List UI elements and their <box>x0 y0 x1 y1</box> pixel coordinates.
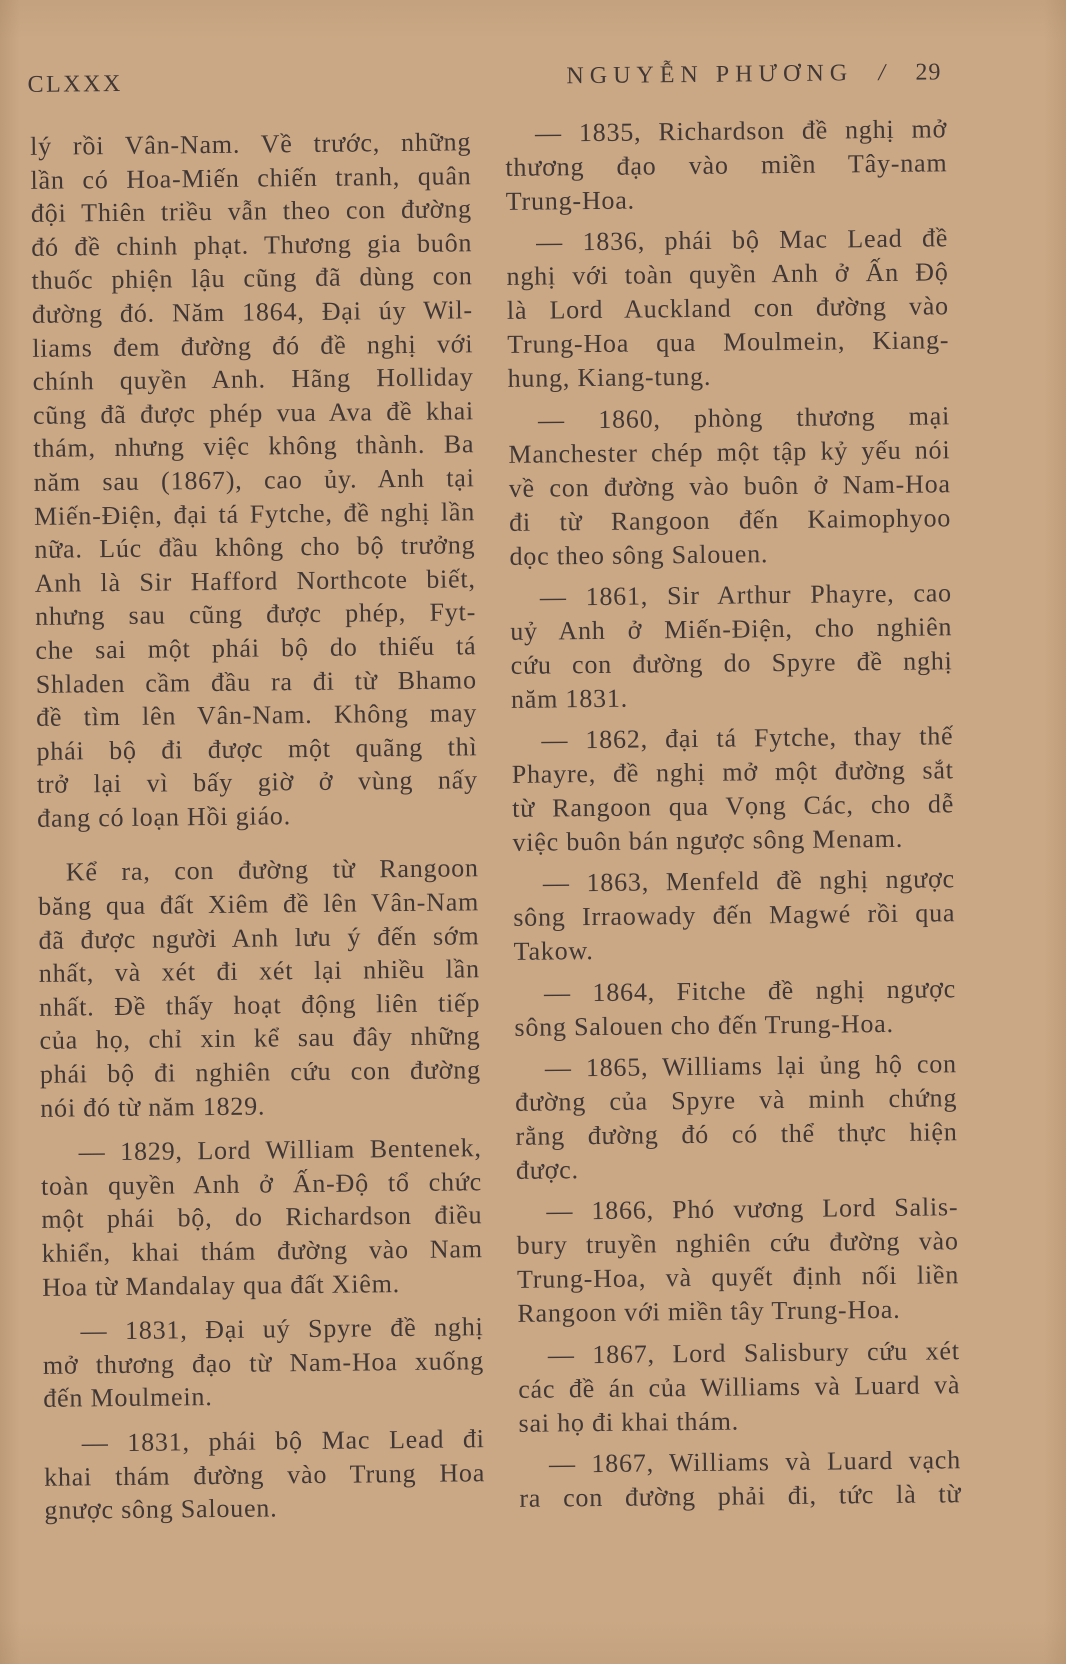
text-line: — 1865, Williams lại ủng hộ con <box>544 1049 957 1083</box>
text-line: Rangoon với miền tây Trung-Hoa. <box>517 1295 901 1329</box>
text-line: nhưng sau cũng được phép, Fyt- <box>34 597 477 632</box>
text-line: Anh là Sir Hafford Northcote biết, <box>34 563 476 598</box>
text-line: — 1835, Richardson đề nghị mở <box>534 114 948 148</box>
text-line: Takow. <box>513 936 594 967</box>
paragraph <box>513 863 956 970</box>
paragraph <box>514 972 957 1045</box>
text-line: việc buôn bán ngược sông Menam. <box>512 823 904 858</box>
paragraph <box>42 1310 484 1415</box>
text-line: lý rồi Vân-Nam. Về trước, những <box>30 127 472 161</box>
paragraph <box>518 1334 961 1441</box>
text-line: chính quyền Anh. Hãng Holliday <box>32 362 474 397</box>
text-line: — 1867, Williams và Luard vạch <box>548 1445 962 1479</box>
text-line: Manchester chép một tập kỷ yếu nói <box>508 434 951 469</box>
text-line: là Lord Auckland con đường vào <box>506 291 950 326</box>
text-line: — 1866, Phó vương Lord Salis- <box>546 1192 959 1226</box>
paragraph <box>519 1443 962 1516</box>
text-line: — 1836, phái bộ Mac Lead đề <box>536 223 949 257</box>
text-line: nhất, và xét đi xét lại nhiều lần <box>38 954 480 989</box>
text-line: thám, nhưng việc không thành. Ba <box>33 429 475 464</box>
text-line: bury truyền nghiên cứu đường vào <box>516 1226 959 1261</box>
text-line: sông Irraowady đến Magwé rồi qua <box>513 898 956 933</box>
text-line: đề tìm lên Vân-Nam. Không may <box>36 698 478 732</box>
text-line: dọc theo sông Salouen. <box>509 538 769 571</box>
text-line: đến Moulmein. <box>43 1382 213 1414</box>
page-sheet <box>12 45 988 1545</box>
text-line: năm sau (1867), cao ủy. Anh tại <box>33 463 475 497</box>
text-line: khai thám đường vào Trung Hoa <box>43 1457 486 1492</box>
text-line: Trung-Hoa qua Moulmein, Kiang- <box>507 325 950 360</box>
text-line: rằng đường đó có thể thực hiện <box>515 1117 958 1151</box>
text-line: thương đạo vào miền Tây-nam <box>505 148 948 182</box>
text-line: — 1861, Sir Arthur Phayre, cao <box>539 578 953 612</box>
text-line: toàn quyền Anh ở Ấn-Độ tổ chức <box>40 1167 483 1201</box>
running-head-author: NGUYỄN PHƯƠNG <box>566 60 854 90</box>
text-line: che sai một phái bộ do thiếu tá <box>35 631 477 665</box>
text-line: năm 1831. <box>510 683 629 714</box>
text-line: Trung-Hoa. <box>505 185 636 216</box>
text-line: đường đó. Năm 1864, Đại úy Wil- <box>31 295 474 329</box>
text-line: cứu con đường do Spyre đề nghị <box>510 646 953 680</box>
running-head-separator: / <box>878 59 886 86</box>
text-line: sông Salouen cho đến Trung-Hoa. <box>514 1008 894 1042</box>
text-line: các đề án của Williams và Luard và <box>518 1369 961 1404</box>
text-line: hung, Kiang-tung. <box>507 362 712 394</box>
text-line: sai họ đi khai thám. <box>518 1406 740 1438</box>
text-line: phái bộ đi nghiên cứu con đường <box>39 1055 482 1089</box>
text-line: một phái bộ, do Richardson điều <box>41 1200 483 1235</box>
text-line: lần có Hoa-Miến chiến tranh, quân <box>30 160 472 195</box>
text-line: — 1831, phái bộ Mac Lead đi <box>81 1424 485 1458</box>
text-line: trở lại vì bấy giờ ở vùng nấy <box>36 765 478 800</box>
text-line: Kể ra, con đường từ Rangoon <box>65 853 479 888</box>
paragraph <box>44 1422 486 1527</box>
paragraph <box>516 1191 959 1332</box>
text-line: gnược sông Salouen. <box>44 1493 278 1525</box>
text-line: băng qua đất Xiêm đề lên Vân-Nam <box>37 887 480 921</box>
text-line: cũng đã được phép vua Ava đề khai <box>32 396 475 430</box>
text-line: được. <box>515 1155 579 1185</box>
text-line: — 1860, phòng thương mại <box>537 400 951 435</box>
text-line: về con đường vào buôn ở Nam-Hoa <box>508 468 951 503</box>
text-line: nói đó từ năm 1829. <box>40 1091 266 1123</box>
page-number: 29 <box>915 59 942 86</box>
text-line: — 1867, Lord Salisbury cứu xét <box>547 1335 960 1370</box>
text-line: đã được người Anh lưu ý đến sớm <box>38 920 480 955</box>
text-line: của họ, chỉ xin kể sau đây những <box>39 1021 481 1056</box>
text-line: — 1863, Menfeld đề nghị ngược <box>542 864 956 899</box>
section-numeral: CLXXX <box>27 70 123 98</box>
left-column <box>30 125 486 1527</box>
paragraph <box>505 112 948 219</box>
text-line: nghị với toàn quyền Anh ở Ấn Độ <box>506 257 949 292</box>
paragraph <box>506 222 950 397</box>
text-line: đang có loạn Hồi giáo. <box>37 801 292 833</box>
right-column <box>505 112 962 1516</box>
text-line: Hoa từ Mandalay qua đất Xiêm. <box>41 1268 401 1302</box>
text-line: đường của Spyre và minh chứng <box>515 1083 958 1117</box>
text-line: khiển, khai thám đường vào Nam <box>41 1234 483 1268</box>
text-line: thuốc phiện lậu cũng đã dùng con <box>31 261 473 296</box>
text-line: đi từ Rangoon đến Kaimophyoo <box>508 502 952 537</box>
paragraph <box>511 719 954 860</box>
text-line: đội Thiên triều vẫn theo con đường <box>30 194 473 229</box>
paragraph <box>41 1131 484 1304</box>
paragraph <box>510 576 953 717</box>
text-line: phái bộ đi được một quãng thì <box>36 731 478 766</box>
text-line: — 1831, Đại uý Spyre đề nghị <box>80 1312 484 1346</box>
text-line: đó đề chinh phạt. Thương gia buôn <box>31 228 473 262</box>
text-line: liams đem đường đó đề nghị với <box>32 328 474 363</box>
text-line: Miến-Điện, đại tá Fytche, đề nghị lần <box>33 496 476 531</box>
text-line: nhất. Đề thấy hoạt động liên tiếp <box>39 988 481 1022</box>
text-line: uỷ Anh ở Miến-Điện, cho nghiên <box>510 612 953 646</box>
text-line: Shladen cầm đầu ra đi từ Bhamo <box>35 664 477 699</box>
text-line: — 1864, Fitche đề nghị ngược <box>543 974 957 1008</box>
text-line: mở thương đạo từ Nam-Hoa xuống <box>42 1345 485 1380</box>
text-line: — 1862, đại tá Fytche, thay thế <box>541 721 954 755</box>
paragraph <box>38 852 482 1125</box>
text-line: Phayre, đề nghị mở một đường sắt <box>511 755 954 790</box>
paragraph <box>508 399 952 574</box>
text-line: — 1829, Lord William Bentenek, <box>78 1133 482 1167</box>
text-line: nữa. Lúc đầu không cho bộ trưởng <box>34 530 476 564</box>
text-line: ra con đường phải đi, tức là từ <box>519 1479 962 1513</box>
text-line: Trung-Hoa, và quyết định nối liền <box>516 1260 960 1295</box>
paragraph <box>515 1047 958 1188</box>
text-line: từ Rangoon qua Vọng Các, cho dễ <box>511 789 955 824</box>
paragraph <box>30 125 478 835</box>
